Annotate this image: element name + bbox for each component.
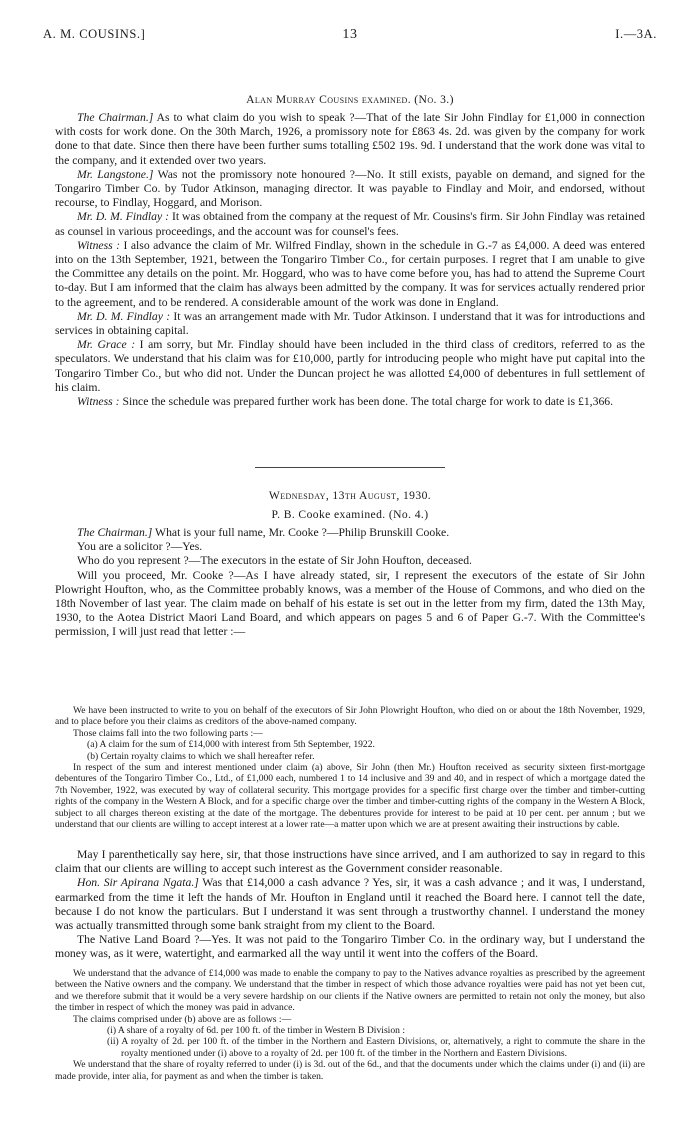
paragraph-text: You are a solicitor ?—Yes. (77, 540, 203, 554)
paragraph (55, 239, 645, 310)
paragraph (55, 876, 645, 933)
section-title: P. B. Cooke examined. (No. 4.) (271, 508, 429, 521)
quote-paragraph: We have been instructed to write to you on behalf of the executors of Sir John Plowright Houfton, who died on or about the 18th November, 1929, and to place before you their claims as creditors of the above-named company. (55, 705, 645, 728)
header-right: I.—3A. (615, 27, 657, 41)
paragraph-text: The Native Land Board ?—Yes. It was not paid to the Tongariro Timber Co. in the ordinary way, but I understand the money was, as it were, watertight, and earmarked all the way until it went into the coffers of the Board. (55, 933, 645, 961)
paragraph (55, 395, 645, 409)
sitting-date: Wednesday, 13th August, 1930. (268, 489, 432, 502)
speaker-name: Hon. Sir Apirana Ngata.] (77, 876, 199, 890)
paragraph (55, 338, 645, 395)
section-cousins (55, 92, 645, 409)
section-title: Alan Murray Cousins examined. (No. 3.) (246, 93, 454, 106)
quote-paragraph: (ii) A royalty of 2d. per 100 ft. of the timber in the Northern and Eastern Divisions, or, alternatively, a right to commute the share in the royalty mentioned under (i) above to a royalty of 2d. per 100 ft. of the timber in the Northern and Eastern Divisions. (107, 1036, 645, 1059)
paragraph-text: As to what claim do you wish to speak ?—That of the late Sir John Findlay for £1,000 in connection with costs for work done. On the 30th March, 1926, a promissory note for £863 4s. 2d. was given by the company for work done to that date. Since then there have been further sums totalling £502 19s. 9d. I understand that the work done was vital to the company, and it extended over two years. (55, 111, 645, 167)
quote-paragraph: We understand that the advance of £14,000 was made to enable the company to pay to the Natives advance royalties as prescribed by the agreement between the Native owners and the company. We understand that the timber in respect of which those advance royalties were paid has not yet been cut, and we therefore submit that it would be a very severe hardship on our clients if the Native owners are permitted to retain not only the money, but also the timber in respect of which the money was paid in advance. (55, 968, 645, 1014)
quoted-letter-part1 (55, 705, 645, 830)
speaker-name: Mr. Langstone.] (77, 167, 154, 181)
paragraphs (55, 526, 645, 640)
paragraph-text: May I parenthetically say here, sir, that those instructions have since arrived, and I am authorized to say in regard to this claim that our clients are willing to accept such interest as the Government consider reasonable. (55, 848, 645, 876)
speaker-name: Mr. Grace : (77, 338, 136, 352)
paragraph-text: Was that £14,000 a cash advance ? Yes, sir, it was a cash advance ; and it was, I understand, earmarked from the time it left the hands of Mr. Houfton in England until it reached the Board here. I cannot tell the date, because I do not know the particulars. But I understand it was sent through a trustworthy channel. I understand the money was actually transmitted through some bank straight from my client to the Board. (55, 876, 645, 933)
paragraphs (55, 111, 645, 409)
paragraph (55, 933, 645, 961)
paragraph-text: Who do you represent ?—The executors in the estate of Sir John Houfton, deceased. (77, 554, 472, 568)
quote-paragraph: (i) A share of a royalty of 6d. per 100 ft. of the timber in Western B Division : (107, 1025, 405, 1037)
speaker-name: The Chairman.] (77, 111, 154, 124)
paragraph (55, 526, 645, 540)
paragraph-text: Will you proceed, Mr. Cooke ?—As I have already stated, sir, I represent the executors of the estate of Sir John Plowright Houfton, who, as the Committee probably knows, was a member of the House of Commons, and who died on the 18th November of last year. The claim made on behalf of his estate is set out in the letter from my firm, dated the 13th May, 1930, to the Aotea District Maori Land Board, and which appears on pages 5 and 6 of Paper G.-7. With the Committee's permission, I will just read that letter :— (55, 568, 645, 639)
running-header (43, 27, 657, 47)
paragraph (55, 111, 645, 168)
section-cooke (55, 488, 645, 640)
quote-paragraph: In respect of the sum and interest mentioned under claim (a) above, Sir John (then Mr.) Houfton received as security sixteen first-mortgage debentures of the Tongariro Timber Co., Ltd., of £1,000 each, numbered 1 to 14 inclusive and 39 and 40, and in respect of which a mortgage dated the 7th November, 1922, was executed by way of collateral security. This mortgage provides for a specific first charge over the timber and timber-cutting rights of the company in the Western A Block, and for a specific charge over the timber and timber-cutting rights of the company in the Western A Block, subject to all charges thereon existing at the date of the mortgage. The debentures provide for interest to be paid at 10 per cent. per annum ; but we understand that our clients are willing to accept interest at a lower rate—a matter upon which we are at present awaiting their instructions by cable. (55, 762, 645, 831)
paragraph (55, 310, 645, 338)
quote-paragraph: We understand that the share of royalty referred to under (i) is 3d. out of the 6d., and that the documents under which the claims under (i) and (ii) are made provide, inter alia, for payment as and when the timber is taken. (55, 1059, 645, 1082)
quote-paragraph: Those claims fall into the two following parts :— (73, 727, 263, 739)
paragraph-text: What is your full name, Mr. Cooke ?—Philip Brunskill Cooke. (152, 526, 450, 539)
speaker-name: Witness : (77, 238, 121, 252)
paragraph-text: Since the schedule was prepared further work has been done. The total charge for work to date is £1,366. (119, 395, 614, 409)
paragraph (55, 540, 645, 554)
paragraph-text: I also advance the claim of Mr. Wilfred Findlay, shown in the schedule in G.-7 as £4,000. A deed was entered into on the 13th September, 1921, between the Tongariro Timber Co., for certain purposes. I regret that I am unable to give the Committee any details on the point. Mr. Hoggard, who was to have come before you, has had to attend the Supreme Court to-day. But I am informed that the claim has always been admitted by the company. It was for services actually rendered prior to the agreement, and to be rendered. A considerable amount of the work was done in England. (55, 238, 645, 309)
quote-paragraph: The claims comprised under (b) above are as follows :— (73, 1013, 292, 1025)
speaker-name: Witness : (77, 395, 120, 409)
header-left: A. M. COUSINS.] (43, 27, 146, 41)
paragraph (55, 569, 645, 640)
paragraph (55, 554, 645, 568)
paragraph (55, 848, 645, 876)
paragraph-text: It was obtained from the company at the request of Mr. Cousins's firm. Sir John Findlay was retained as counsel in various proceedings, and the account was for counsel's fees. (55, 210, 645, 238)
quoted-letter-part2 (55, 968, 645, 1082)
page-number: 13 (342, 27, 358, 42)
quote-paragraph: (b) Certain royalty claims to which we shall hereafter refer. (87, 750, 315, 762)
speaker-name: The Chairman.] (77, 526, 153, 539)
paragraphs (55, 848, 645, 962)
paragraph-text: It was an arrangement made with Mr. Tudor Atkinson. I understand that it was for introductions and services in obtaining capital. (55, 309, 645, 338)
quote-paragraph: (a) A claim for the sum of £14,000 with interest from 5th September, 1922. (87, 739, 375, 751)
speaker-name: Mr. D. M. Findlay : (77, 210, 169, 224)
paragraph-text: Was not the promissory note honoured ?—No. It still exists, payable on demand, and signed for the Tongariro Timber Co. by Tudor Atkinson, managing director. It was payable to Findlay and Moir, and endorsed, without recourse, to Findlay, Hoggard, and Morison. (55, 167, 645, 210)
paragraph (55, 168, 645, 211)
speaker-name: Mr. D. M. Findlay : (77, 309, 171, 323)
paragraph-text: I am sorry, but Mr. Findlay should have been included in the third class of creditors, referred to as the speculators. We understand that his claim was for £10,000, partly for introducing people who might have put capital into the Tongariro Timber Co., but who did not. Under the Duncan project he was allotted £4,000 of debentures in full settlement of his claim. (55, 338, 645, 394)
section-cooke-continued (55, 848, 645, 962)
paragraph (55, 210, 645, 238)
section-divider (255, 467, 445, 468)
